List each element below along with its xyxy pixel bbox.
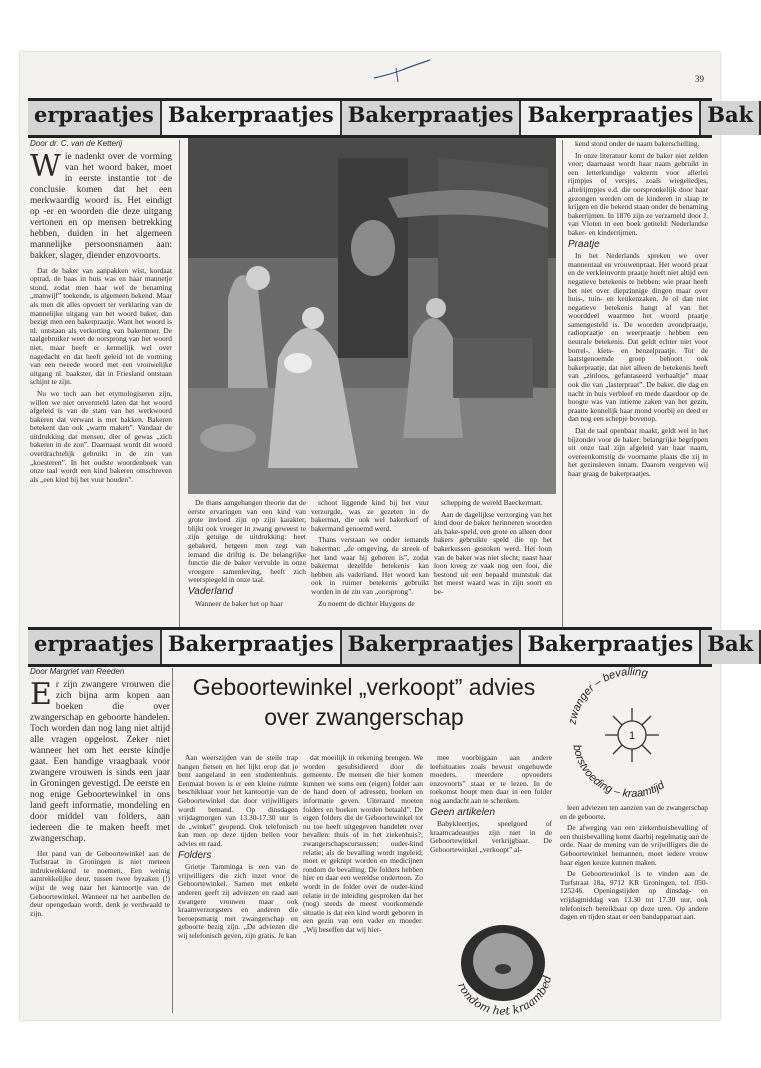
column-divider <box>562 140 563 658</box>
banner-word: Bak <box>701 101 761 135</box>
paragraph: Het pand van de Geboortewinkel aan de Turfstraat in Groningen is niet meteen indrukwekkend te noemen. Een weinig aantrekkelijke deur, tussen twee byzaken (!) wijst de weg naar het kantoortje van de Geboortewinkel. Wanneer na het aanbellen de deur opengedaan wordt, denk je verdwaald te zijn. <box>30 848 170 918</box>
engraving-illustration <box>188 138 556 494</box>
logo-center: 1 <box>628 730 636 742</box>
column-divider <box>172 668 173 1013</box>
banner-word: Bakerpraatjes <box>162 101 342 135</box>
page-number: 39 <box>695 74 704 84</box>
paragraph: Dat de baker van aanpakken wist, kordaat optrad, de baas in huis was en haar mannetje stond, zodat men haar wel de benaming „manwijf” toekende, is algemeen bekend. Maar als men dit alles opvoert ter verklaring van de mannelijke uitgang van het woord baker, dan bezigt men een bakerpraatje. Want het woord is nl. ontstaan als verkorting van bakermoer. De taalgebruiker weet de oorsprong van het woord niet, maar heeft er kennelijk wel over nagedacht en dat heeft geleid tot de vorming van een tweede woord met een vrouwelijke uitgang nl. baakster, dat in Friesland ontstaan schijnt te zijn. <box>30 265 172 387</box>
newspaper-page <box>20 52 754 1020</box>
article2-col2 <box>178 754 298 1016</box>
paragraph: Aan weerszijden van de steile trap hangen fietsen en het lijkt erop dat je bent aangeland in een studentenhuis. Eenmaal boven is er een kleine ruimte beschikbaar voor het kantoortje van de Geboortewinkel dat door vrijwilligers wordt bemand. Op dinsdagen vrijdagmorgen van 13.30-17.30 uur is de „winkel” geopend. Ook telefonisch kan men op deze tijden bellen voor advies en raad. <box>178 753 298 848</box>
article2-lead <box>30 676 170 845</box>
paragraph: mee voorbijgaan aan andere leefsituaties zoals bewust ongehuwde moeders, meerdere opvoeders enzovoorts” staat er te lezen. In de toekomst hoopt men daar in een folder nog aandacht aan te schenken. <box>430 753 552 805</box>
subheading-folders: Folders <box>178 849 212 861</box>
ink-scribble <box>372 56 432 84</box>
paragraph: De thans aangehangen theorie dat de eerste ervaringen van een kind van grote invloed zijn op zijn karakter, blijkt ook vroeger in zwang geweest te zijn getuige de uitdrukking: heet gebakerd, hetgeen men zegt van iemand die driftig is. De belangrijke functie die de baker vervulde in onze vroegere samenleving, heeft zich weerspiegeld in onze taal. <box>188 498 306 585</box>
article1-col1 <box>30 140 172 660</box>
paragraph: leen adviezen ten aanzien van de zwangerschap en de geboorte. <box>560 803 708 821</box>
baby-photo-badge <box>446 917 561 1017</box>
article1-byline: Door dr. C. van de Ketterij <box>30 139 123 148</box>
article2-col1 <box>30 668 170 1013</box>
lead-text: r zijn zwangere vrouwen die zich bijna arm kopen aan boeken die over zwangerschap en geboorte handelen. Toch worden dan nog lang niet altijd alle vragen opgelost. Zeker niet wanneer het om het eerste kindje gaat. Een handige vraagbaak voor zwangere vrouwen is sinds een jaar in Groningen gevestigd. De eerste en nog enige Geboortewinkel in ons land geeft informatie, mondeling en door middel van folders, aan iedereen die te maken heeft met zwangerschap. <box>30 679 170 844</box>
geboortewinkel-logo <box>557 660 707 800</box>
banner-word: erpraatjes <box>28 630 162 664</box>
drop-cap: E <box>30 676 52 712</box>
banner-word: Bakerpraatjes <box>162 630 342 664</box>
subheading-vaderland: Vaderland <box>188 585 234 597</box>
paragraph: Thans verstaan we onder iemands bakermat: „de omgeving, de streek of het land waar hij geboren is”, zodat bakermat dezelfde betekenis kan hebben als vaderland. Het woord kan ook in ruimer betekenis gebruikt worden in de zin van „oorsprong”. <box>311 535 429 596</box>
paragraph: De Geboortewinkel is te vinden aan de Turfstraat 18a, 9712 KR Groningen, tel. 050-125246. Openingstijden op dinsdag- en vrijdagmiddag van 13.30 tot 17.30 uur, ook telefonisch bereikbaar op deze uren. Op andere dagen en tijden staat er een bandapparaat aan. <box>560 869 708 922</box>
baby-caption: rondom het kraambed <box>455 974 555 1017</box>
paragraph: dat moeilijk in rekening brengen. We worden gesubsidieerd door de gemeente. De mensen die hier komen kunnen we soms een (eigen) folder aan de hand doen of adressen, boeken en informatie geven. Uiteraard moeten folders en boeken worden betaald”. De eigen folders die de Geboortewinkel tot nu toe heeft uitgegeven handelen over bevallen: thuis of in het ziekenhuis?; zwangerschapscursussen; ouder-kind relatie; als de bevalling wordt ingeleid; moet er geknipt worden en medicijnen rondom de bevalling. De folders hebben hier en daar een wereldse ondertoon. Zo wordt in de folder over de ouder-kind relatie in de inleiding gesproken dat het (nog) steeds de meest voorkomende situatie is dat een kind wordt geboren in een gezin van een vader en moeder. „Wij beseffen dat wij hier- <box>303 753 423 934</box>
paragraph: Wanneer de baker het op haar <box>195 598 283 608</box>
drop-cap: W <box>30 148 61 184</box>
paragraph: schoot liggende kind bij het vuur verzorgde, was ze gezeten in de bakermat, die ook wel bakerkorf of bakermand genoemd werd. <box>311 498 429 533</box>
article2-byline: Door Margriet van Reeden <box>30 667 125 676</box>
paragraph: kend stond onder de naam bakerschelling. <box>575 139 700 148</box>
article2-col4 <box>430 754 552 914</box>
paragraph: Dat de taal openbaar maakt, geldt wel in het bijzonder voor de baker: belangrijke begrippen uit onze taal zijn afgeleid van haar naam, overeenkomstig de voorname plaats die zij in het gezinsleven innam. Daarom vergeven wij haar graag de bakerpraatjes. <box>568 426 708 478</box>
banner-word: Bakerpraatjes <box>342 630 522 664</box>
paragraph: Zo noemt de dichter Huygens de <box>318 598 415 608</box>
paragraph: schepping de wereld Baeckermatt. <box>441 498 543 507</box>
paragraph: Babykleertjes, speelgoed of kraamcadeautjes zijn niet in de Geboortewinkel verkrijgbaar. De Geboortewinkel „verkoopt” al- <box>430 819 552 854</box>
article1-col5 <box>568 140 708 660</box>
article2-col3 <box>303 754 423 1016</box>
banner-word: Bakerpraatjes <box>521 630 701 664</box>
paragraph: Grietje Tamminga is een van de vrijwilligers die zich inzet voor de Geboortewinkel. Samen met enkele anderen geeft zij adviezen en raad aan zwangere vrouwen maar ook kraamverzorgsters en anderen die beroepsmatig met zwangerschap en geboorte bezig zijn. „De adviezen die wij telefonisch geven, zijn gratis. Je kan <box>178 862 298 940</box>
banner-word: Bakerpraatjes <box>342 101 522 135</box>
article2-headline: Geboortewinkel „verkoopt” advies over zwangerschap <box>192 674 536 730</box>
banner-word: Bakerpraatjes <box>521 101 701 135</box>
column-divider <box>179 140 180 658</box>
article2-col5 <box>560 804 708 1016</box>
subheading-geen-artikelen: Geen artikelen <box>430 806 496 818</box>
lead-text: ie nadenkt over de vorming van het woord baker, moet in eerste instantie tot de conclusie komen dat het een merkwaardig woord is. Het eindigt op -er en woorden die deze uitgang vertonen en op mensen betrekking hebben, duiden in het algemeen mannelijke persoonsnamen aan: bakker, slager, diender enzovoorts. <box>30 151 172 261</box>
banner-bakerpraatjes-top <box>28 98 754 138</box>
subheading-praatje: Praatje <box>568 238 600 250</box>
logo-text-bottom: borstvoeding – kraamtijd <box>570 743 667 800</box>
paragraph: In het Nederlands spreken we over mannentaal en vrouwenpraat. Het woord praat en de verkleinvorm praatje hoeft niet altijd een negatieve betekenis te hebben: wie praat heeft het niet over diepzinnige dingen maar over huis-, tuin- en keukenzaken. Je ol dan niet negatieve betekenis hangt af van het woorddeel waarmee het woord praatje samengesteld is. De woorden avondpraatje, radiopraatje en weerpraatje hebben een neutrale betekenis. Dat geldt echter niet voor borrel-, klets- en benzelpraatje. Tot de laatstgenoemde groep behoort ook bakerpraatje, dat niet alleen de betekenis heeft van „zinloos, gefantaseerd verhaaltje” maar ook die van „lasterpraat”. De baker, die dag en nacht in huis verbleef en mede daardoor op de hoogte was van intieme zaken van het gezin, praatte kennelijk haar mond voorbij en deed er dan nog een schepje bovenop. <box>568 251 708 424</box>
paragraph: De afweging van een ziekenhuisbevalling of een thuisbevalling komt daarbij regelmatig aan de orde. Naar de mening van de vrijwilligers die de Geboortewinkel bemannen, moet iedere vrouw haar eigen keuze kunnen maken. <box>560 823 708 867</box>
banner-word: Bak <box>701 630 761 664</box>
logo-text-top: zwanger – bevalling <box>566 665 649 726</box>
article1-lead <box>30 148 172 262</box>
banner-word: erpraatjes <box>28 101 162 135</box>
paragraph: Nu we toch aan het etymologiseren zijn, willen we niet onvermeld laten dat het woord afgeleid is van de stam van het werkwoord bakeren dat verwant is met bakken. Bakeren betekent dan ook „warm maken”. Vandaar de uitdrukking dat mensen, dier of gewas „zich bakeren in de zon”. Daarnaast wordt dit woord overdrachtelijk gebruikt in de zin van „koesteren”. In het oudste woordenboek van onze taal wordt een kind bakeren omschreven als „een kind bij het vuur houden”. <box>30 388 172 484</box>
engraving-scene <box>188 138 556 494</box>
paragraph: In onze literatuur komt de baker niet zelden voor; daarnaast wordt haar naam gebruikt in een letterkundige vakterm voor allerlei rijmpjes of versjes, zoals wiegeliedjes, aftelrijmpjes e.d. die oorspronkelijk door haar gezongen werden om de kinderen in slaap te krijgen en die bekend staan onder de benaming bakerrijmen. In 1876 zijn ze verzameld door J. van Vloten in een boek getiteld: Nederlandse baker- en kinderrijmen. <box>568 150 708 237</box>
paragraph: Aan de dagelijkse verzorging van het kind door de baker herinneren woorden als bake-speld, een grote en alleen door bakers gebruikte speld die op het bakerkussen gestoken werd. Het loon van de baker was niet slecht; naast haar loon kreeg ze vaak nog een fooi, die bestond uit een bepaald muntstuk dat het meest waard was in zijn soort en be- <box>434 509 552 596</box>
